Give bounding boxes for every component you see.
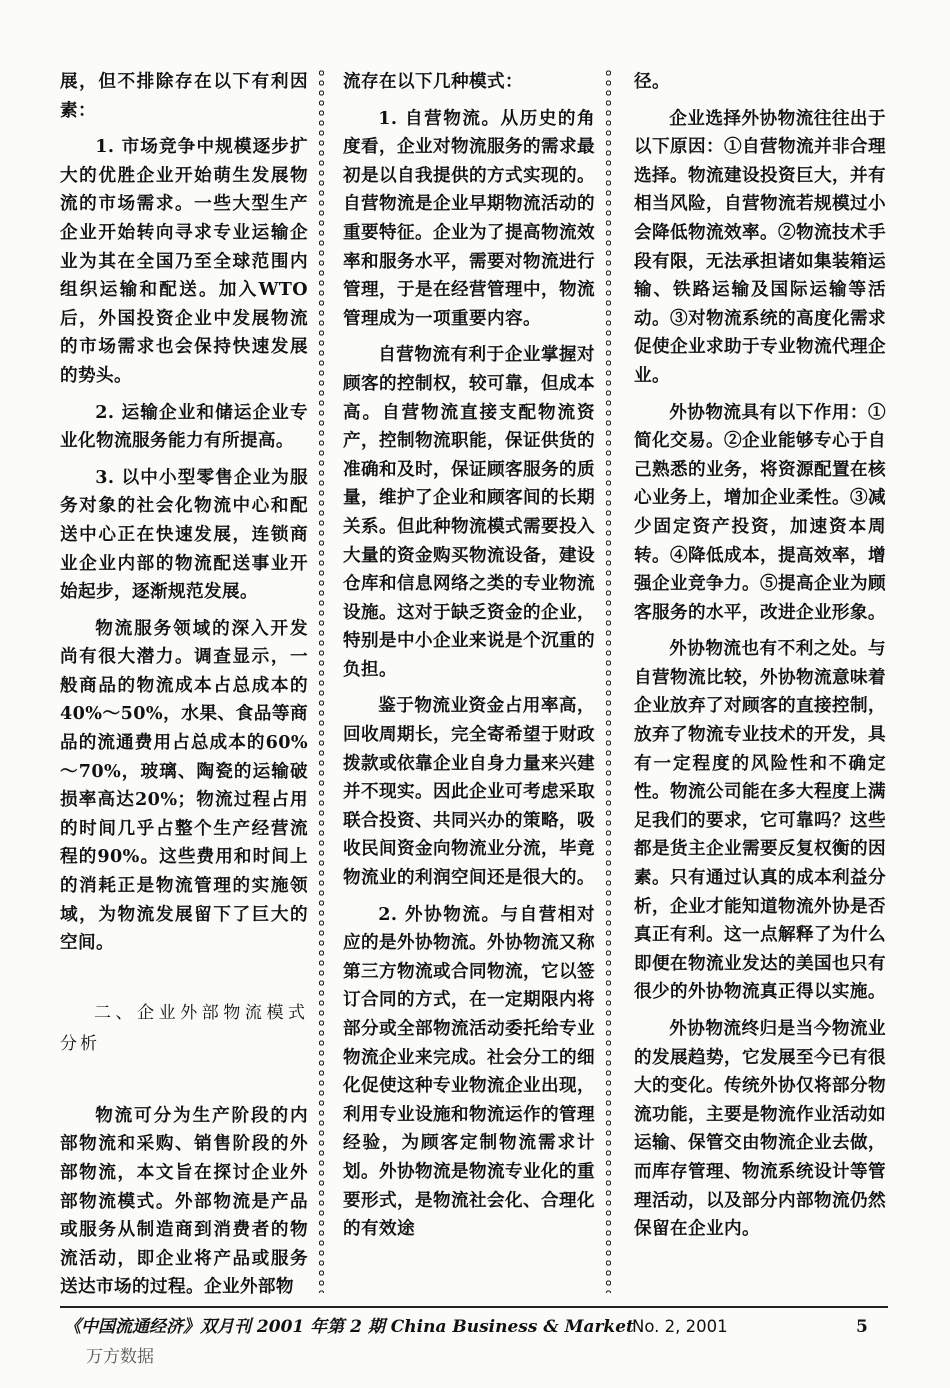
paragraph: 外协物流具有以下作用：①简化交易。②企业能够专心于自己熟悉的业务，将资源配置在核心业务上，增加企业柔性。③减少固定资产投资，加速资本周转。④降低成本，提高效率，增强企业竞争力。⑤提高企业为顾客服务的水平，改进企业形象。 [634,401,886,623]
paragraph: 外协物流也有不利之处。与自营物流比较，外协物流意味着企业放弃了对顾客的直接控制，放弃了物流专业技术的开发，具有一定程度的风险性和不确定性。物流公司能在多大程度上满足我们的要求，它可靠吗？这些都是货主企业需要反复权衡的因素。只有通过认真的成本利益分析，企业才能知道物流外协是否真正有利。这一点解释了为什么即便在物流业发达的美国也只有很少的外协物流真正得以实施。 [634,638,886,1003]
column-2 [343,68,595,1252]
paragraph: 自营物流有利于企业掌握对顾客的控制权，较可靠，但成本高。自营物流直接支配物流资产，控制物流职能，保证供货的准确和及时，保证顾客服务的质量，维护了企业和顾客间的长期关系。但此种物流模式需要投入大量的资金购买物流设备，建设仓库和信息网络之类的专业物流设施。这对于缺乏资金的企业，特别是中小企业来说是个沉重的负担。 [343,344,595,680]
paragraph: 3. 以中小型零售企业为服务对象的社会化物流中心和配送中心正在快速发展，连锁商业企业内部的物流配送事业开始起步，逐渐规范发展。 [60,466,308,603]
paragraph: 鉴于物流业资金占用率高，回收周期长，完全寄希望于财政拨款或依靠企业自身力量来兴建并不现实。因此企业可考虑采取联合投资、共同兴办的策略，吸收民间资金向物流业分流，毕竟物流业的利润空间还是很大的。 [343,695,595,889]
paragraph: 2. 外协物流。与自营相对应的是外协物流。外协物流又称第三方物流或合同物流，它以签订合同的方式，在一定期限内将部分或全部物流活动委托给专业物流企业来完成。社会分工的细化促使这种专业物流企业出现，利用专业设施和物流运作的管理经验，为顾客定制物流需求计划。外协物流是物流专业化的重要形式，是物流社会化、合理化的有效途 [343,903,595,1240]
column-1 [60,68,308,1310]
paragraph: 展，但不排除存在以下有利因素： [60,71,308,121]
column-3 [634,68,886,1252]
paragraph: 径。 [634,71,670,92]
column-divider [318,68,325,1293]
paragraph: 外协物流终归是当今物流业的发展趋势，它发展至今已有很大的变化。传统外协仅将部分物流功能，主要是物流作业活动如运输、保管交由物流企业去做，而库存管理、物流系统设计等管理活动，以及部分内部物流仍然保留在企业内。 [634,1018,886,1240]
journal-citation: 《中国流通经济》双月刊 2001 年第 2 期 China Business & Market [64,1317,634,1337]
section-heading: 二、企业外部物流模式分析 [60,1002,308,1054]
paragraph: 2. 运输企业和储运企业专业化物流服务能力有所提高。 [60,401,308,452]
paragraph: 1. 自营物流。从历史的角度看，企业对物流服务的需求最初是以自我提供的方式实现的。自营物流是企业早期物流活动的重要特征。企业为了提高物流效率和服务水平，需要对物流进行管理，于是在经营管理中，物流管理成为一项重要内容。 [343,107,595,329]
page-footer [64,1312,886,1342]
footer-rule [60,1306,888,1308]
issue-number: No. 2, 2001 [632,1317,728,1336]
paragraph: 流存在以下几种模式： [343,71,523,92]
paragraph: 企业选择外协物流往往出于以下原因：①自营物流并非合理选择。物流建设投资巨大，并有相当风险，自营物流若规模过小会降低物流效率。②物流技术手段有限，无法承担诸如集装箱运输、铁路运输及国际运输等活动。③对物流系统的高度化需求促使企业求助于专业物流代理企业。 [634,107,886,386]
watermark: 万方数据 [86,1347,154,1367]
column-divider [605,68,612,1293]
paragraph: 物流可分为生产阶段的内部物流和采购、销售阶段的外部物流，本文旨在探讨企业外部物流模式。外部物流是产品或服务从制造商到消费者的物流活动，即企业将产品或服务送达市场的过程。企业外部物 [60,1104,308,1298]
paragraph: 1. 市场竞争中规模逐步扩大的优胜企业开始萌生发展物流的市场需求。一些大型生产企业开始转向寻求专业运输企业为其在全国乃至全球范围内组织运输和配送。加入WTO后，外国投资企业中发展物流的市场需求也会保持快速发展的势头。 [60,136,308,386]
page-number: 5 [856,1317,868,1337]
paragraph: 物流服务领域的深入开发尚有很大潜力。调查显示，一般商品的物流成本占总成本的40%～50%，水果、食品等商品的流通费用占总成本的60%～70%，玻璃、陶瓷的运输破损率高达20%；物流过程占用的时间几乎占整个生产经营流程的90%。这些费用和时间上的消耗正是物流管理的实施领域，为物流发展留下了巨大的空间。 [60,617,308,954]
